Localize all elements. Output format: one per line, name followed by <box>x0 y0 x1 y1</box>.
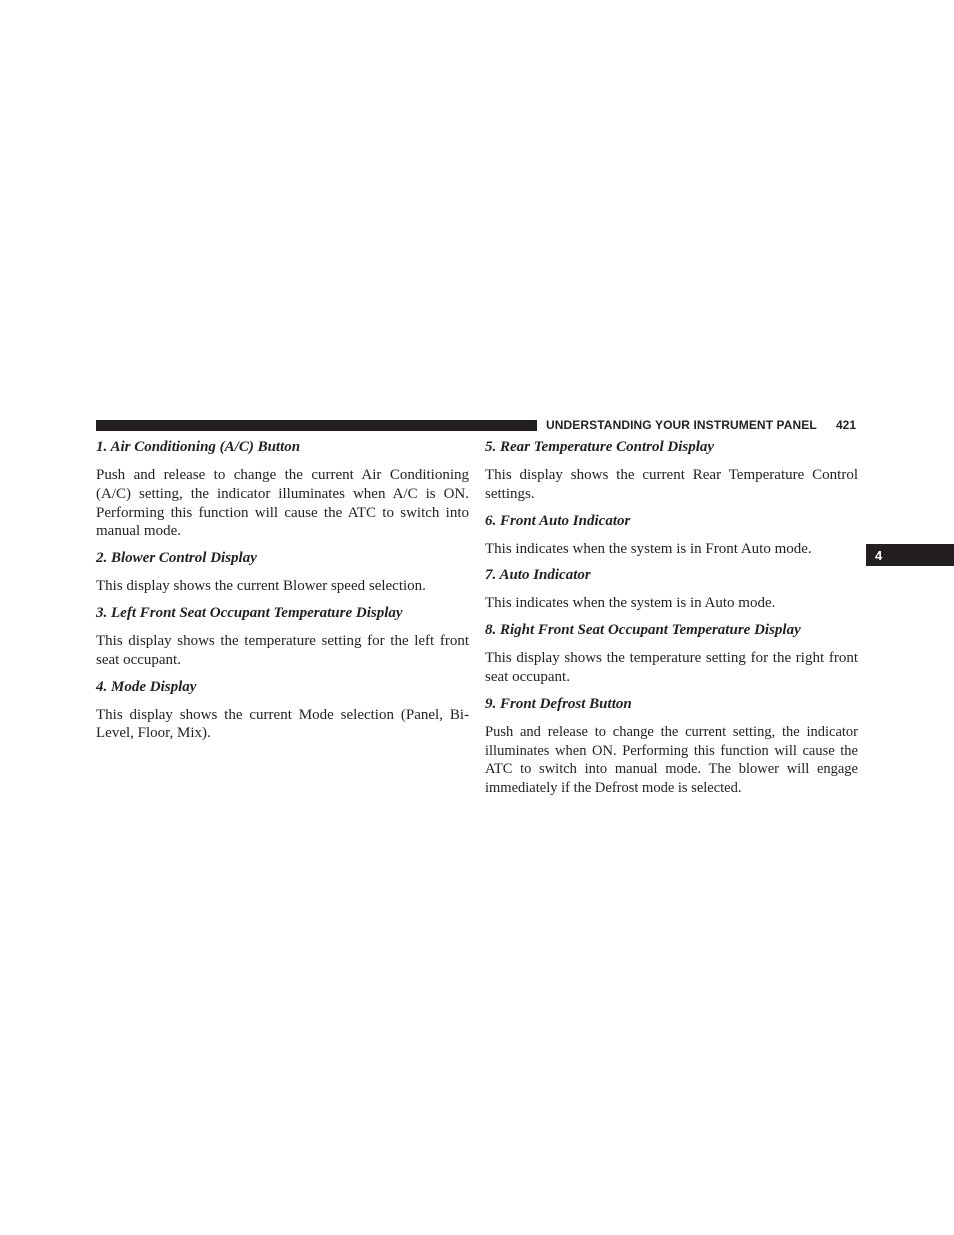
section-item-2 <box>96 549 469 596</box>
item-text: Push and release to change the current Air Conditioning (A/C) setting, the indicator illuminates when A/C is ON. Performing this function will cause the ATC to switch into manual mode. <box>96 467 469 540</box>
right-column <box>485 438 858 806</box>
chapter-tab[interactable] <box>866 544 954 566</box>
item-text: This display shows the temperature setting for the left front seat occupant. <box>96 632 469 668</box>
item-text: This indicates when the system is in Front Auto mode. <box>485 540 812 557</box>
running-header-title: UNDERSTANDING YOUR INSTRUMENT PANEL <box>546 418 817 432</box>
item-text: This display shows the current Mode selection (Panel, Bi-Level, Floor, Mix). <box>96 706 469 742</box>
section-item-6 <box>485 512 858 559</box>
item-heading: 7. Auto Indicator <box>485 567 591 584</box>
item-heading: 4. Mode Display <box>96 678 197 695</box>
item-heading: 2. Blower Control Display <box>96 550 257 567</box>
page-number: 421 <box>836 418 857 432</box>
item-text: Push and release to change the current setting, the indicator illuminates when ON. Performing this function will cause the ATC to switch into manual mode. The blower will engage immediately if the Defrost mode is selected. <box>485 723 858 797</box>
item-heading: 3. Left Front Seat Occupant Temperature Display <box>96 604 403 621</box>
item-heading: 8. Right Front Seat Occupant Temperature Display <box>485 622 801 639</box>
item-text: This display shows the current Rear Temperature Control settings. <box>485 467 858 502</box>
item-text: This display shows the current Blower speed selection. <box>96 578 426 595</box>
section-item-1 <box>96 438 469 541</box>
item-heading: 9. Front Defrost Button <box>485 695 632 712</box>
section-item-8 <box>485 621 858 687</box>
header-rule <box>96 420 537 431</box>
item-heading: 6. Front Auto Indicator <box>485 512 631 529</box>
section-item-3 <box>96 604 469 670</box>
item-heading: 1. Air Conditioning (A/C) Button <box>96 439 301 455</box>
left-column <box>96 438 469 751</box>
item-heading: 5. Rear Temperature Control Display <box>485 439 715 455</box>
chapter-tab-label: 4 <box>875 548 883 563</box>
section-item-4 <box>96 678 469 744</box>
item-text: This display shows the temperature setting for the right front seat occupant. <box>485 650 858 685</box>
section-item-9 <box>485 695 858 798</box>
section-item-7 <box>485 566 858 613</box>
item-text: This indicates when the system is in Auto mode. <box>485 595 776 612</box>
section-item-5 <box>485 438 858 504</box>
